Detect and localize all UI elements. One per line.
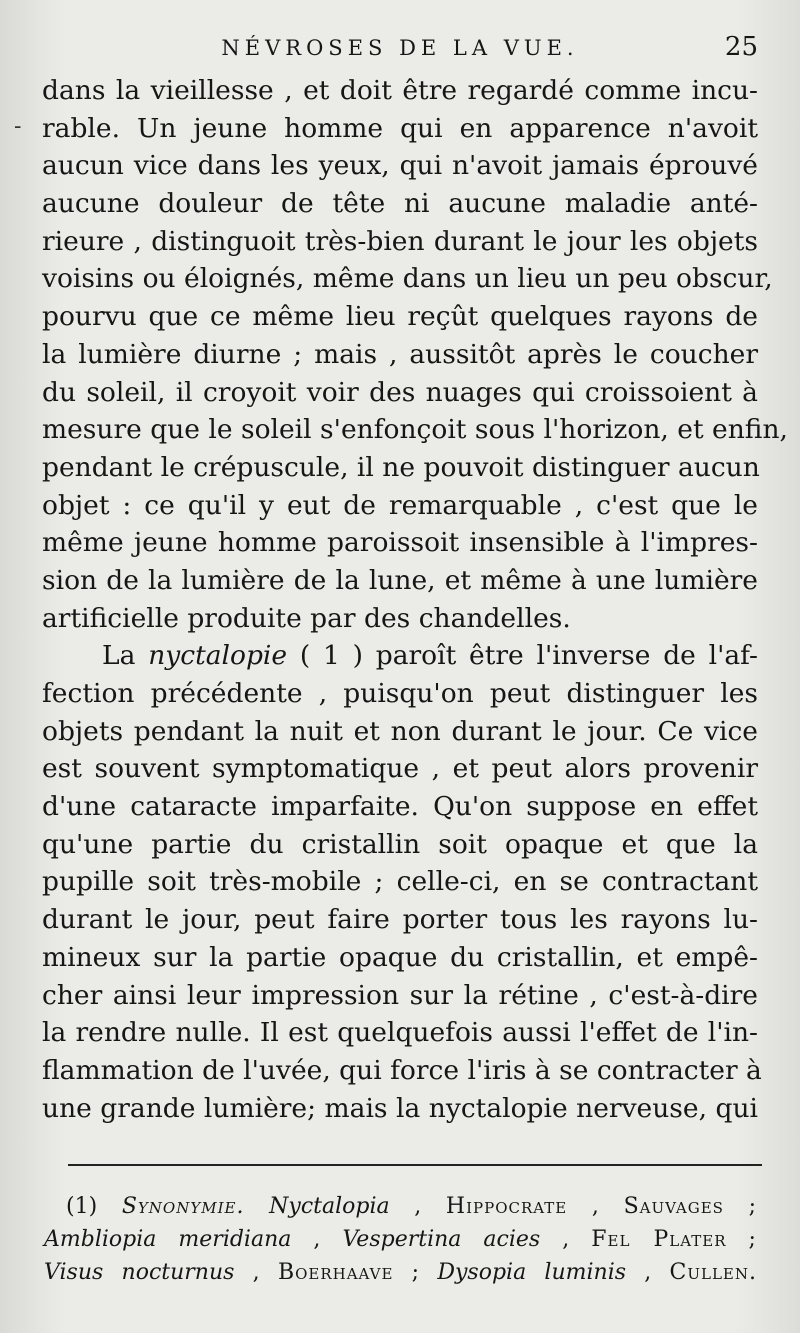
author-name: Cullen <box>669 1260 750 1285</box>
text-line: aucune douleur de tête ni aucune maladie anté- <box>42 188 758 220</box>
text-line: du soleil, il croyoit voir des nuages qui croissoient à <box>42 376 758 408</box>
synonym-term: Vespertina acies <box>342 1227 541 1252</box>
text-line: la lumière diurne ; mais , aussitôt après le coucher <box>42 338 758 370</box>
synonym-term: Visus nocturnus <box>44 1260 235 1285</box>
synonym-term: Dysopia luminis <box>437 1260 627 1285</box>
footnote-marker: (1) <box>66 1194 98 1219</box>
text-line: voisins ou éloignés, même dans un lieu un peu obscur, <box>42 263 773 295</box>
text-line: objet : ce qu'il y eut de remarquable , c'est que le <box>42 489 758 521</box>
text-line: artificielle produite par des chandelles. <box>42 602 571 634</box>
text-line: pupille soit très-mobile ; celle-ci, en se contractant <box>42 866 758 898</box>
text-line: dans la vieillesse , et doit être regardé comme incu- <box>42 75 758 106</box>
footnote-rule <box>68 1164 762 1166</box>
running-title: NÉVROSES DE LA VUE. <box>221 36 579 60</box>
text-line: rieure , distinguoit très-bien durant le jour les objets <box>42 225 758 257</box>
author-name: Hippocrate <box>445 1194 568 1219</box>
footnote-line <box>44 1223 756 1256</box>
text-line: d'une cataracte imparfaite. Qu'on suppose en effet <box>42 791 758 823</box>
separator: ; <box>723 1194 757 1219</box>
separator: , <box>626 1260 670 1285</box>
separator: , <box>234 1260 278 1285</box>
text-line: durant le jour, peut faire porter tous les rayons lu- <box>42 904 758 936</box>
separator: , <box>291 1227 343 1252</box>
italic-term: nyctalopie <box>148 640 288 672</box>
author-name: Sauvages <box>623 1194 724 1219</box>
running-head <box>42 30 758 66</box>
text-line: pourvu que ce même lieu reçût quelques rayons de <box>42 301 758 333</box>
text-line: cher ainsi leur impression sur la rétine , c'est-à-dire <box>42 979 758 1011</box>
footnotes <box>44 1190 756 1289</box>
footnote-line <box>44 1256 756 1289</box>
text-line: sion de la lumière de la lune, et même à une lumière <box>42 564 758 596</box>
text-line: mineux sur la partie opaque du cristallin, et empê- <box>42 941 758 973</box>
text-line: la rendre nulle. Il est quelquefois aussi l'effet de l'in- <box>42 1017 758 1049</box>
paragraph-opening-line <box>42 637 758 675</box>
text-line: qu'une partie du cristallin soit opaque et que la <box>42 828 758 860</box>
text-line: fection précédente , puisqu'on peut distinguer les <box>42 678 758 709</box>
separator: , <box>540 1227 592 1252</box>
separator: ; <box>726 1227 756 1252</box>
separator: , <box>389 1194 446 1219</box>
text-line: aucun vice dans les yeux, qui n'avoit jamais éprouvé <box>42 150 758 182</box>
text-run: ( 1 ) paroît être l'inverse de l'af- <box>287 640 758 672</box>
page-number: 25 <box>724 32 758 62</box>
separator: , <box>567 1194 624 1219</box>
text-line: objets pendant la nuit et non durant le jour. Ce vice <box>42 715 758 747</box>
author-name: Boerhaave <box>277 1260 394 1285</box>
text-line: rable. Un jeune homme qui en apparence n'avoit <box>42 112 758 144</box>
text-line: est souvent symptomatique , et peut alors provenir <box>42 753 758 785</box>
author-name: Fel Plater <box>591 1227 727 1252</box>
text-line: flammation de l'uvée, qui force l'iris à se contracter à <box>42 1054 762 1086</box>
text-line: même jeune homme paroissoit insensible à l'impres- <box>42 527 758 559</box>
synonym-term: Nyctalopia <box>269 1194 390 1219</box>
separator: ; <box>393 1260 438 1285</box>
text-line: pendant le crépuscule, il ne pouvoit distinguer aucun <box>42 451 760 483</box>
footnote-line <box>44 1190 756 1223</box>
margin-mark: - <box>14 114 22 139</box>
text-run: La <box>102 640 149 672</box>
synonym-term: Ambliopia meridiana <box>44 1227 292 1252</box>
text-line: mesure que le soleil s'enfonçoit sous l'horizon, et enfin, <box>42 414 788 446</box>
separator: . <box>749 1260 757 1285</box>
text-line: une grande lumière; mais la nyctalopie nerveuse, qui <box>42 1092 758 1124</box>
body-text <box>42 72 788 1127</box>
footnote-label: Synonymie. <box>121 1194 245 1219</box>
